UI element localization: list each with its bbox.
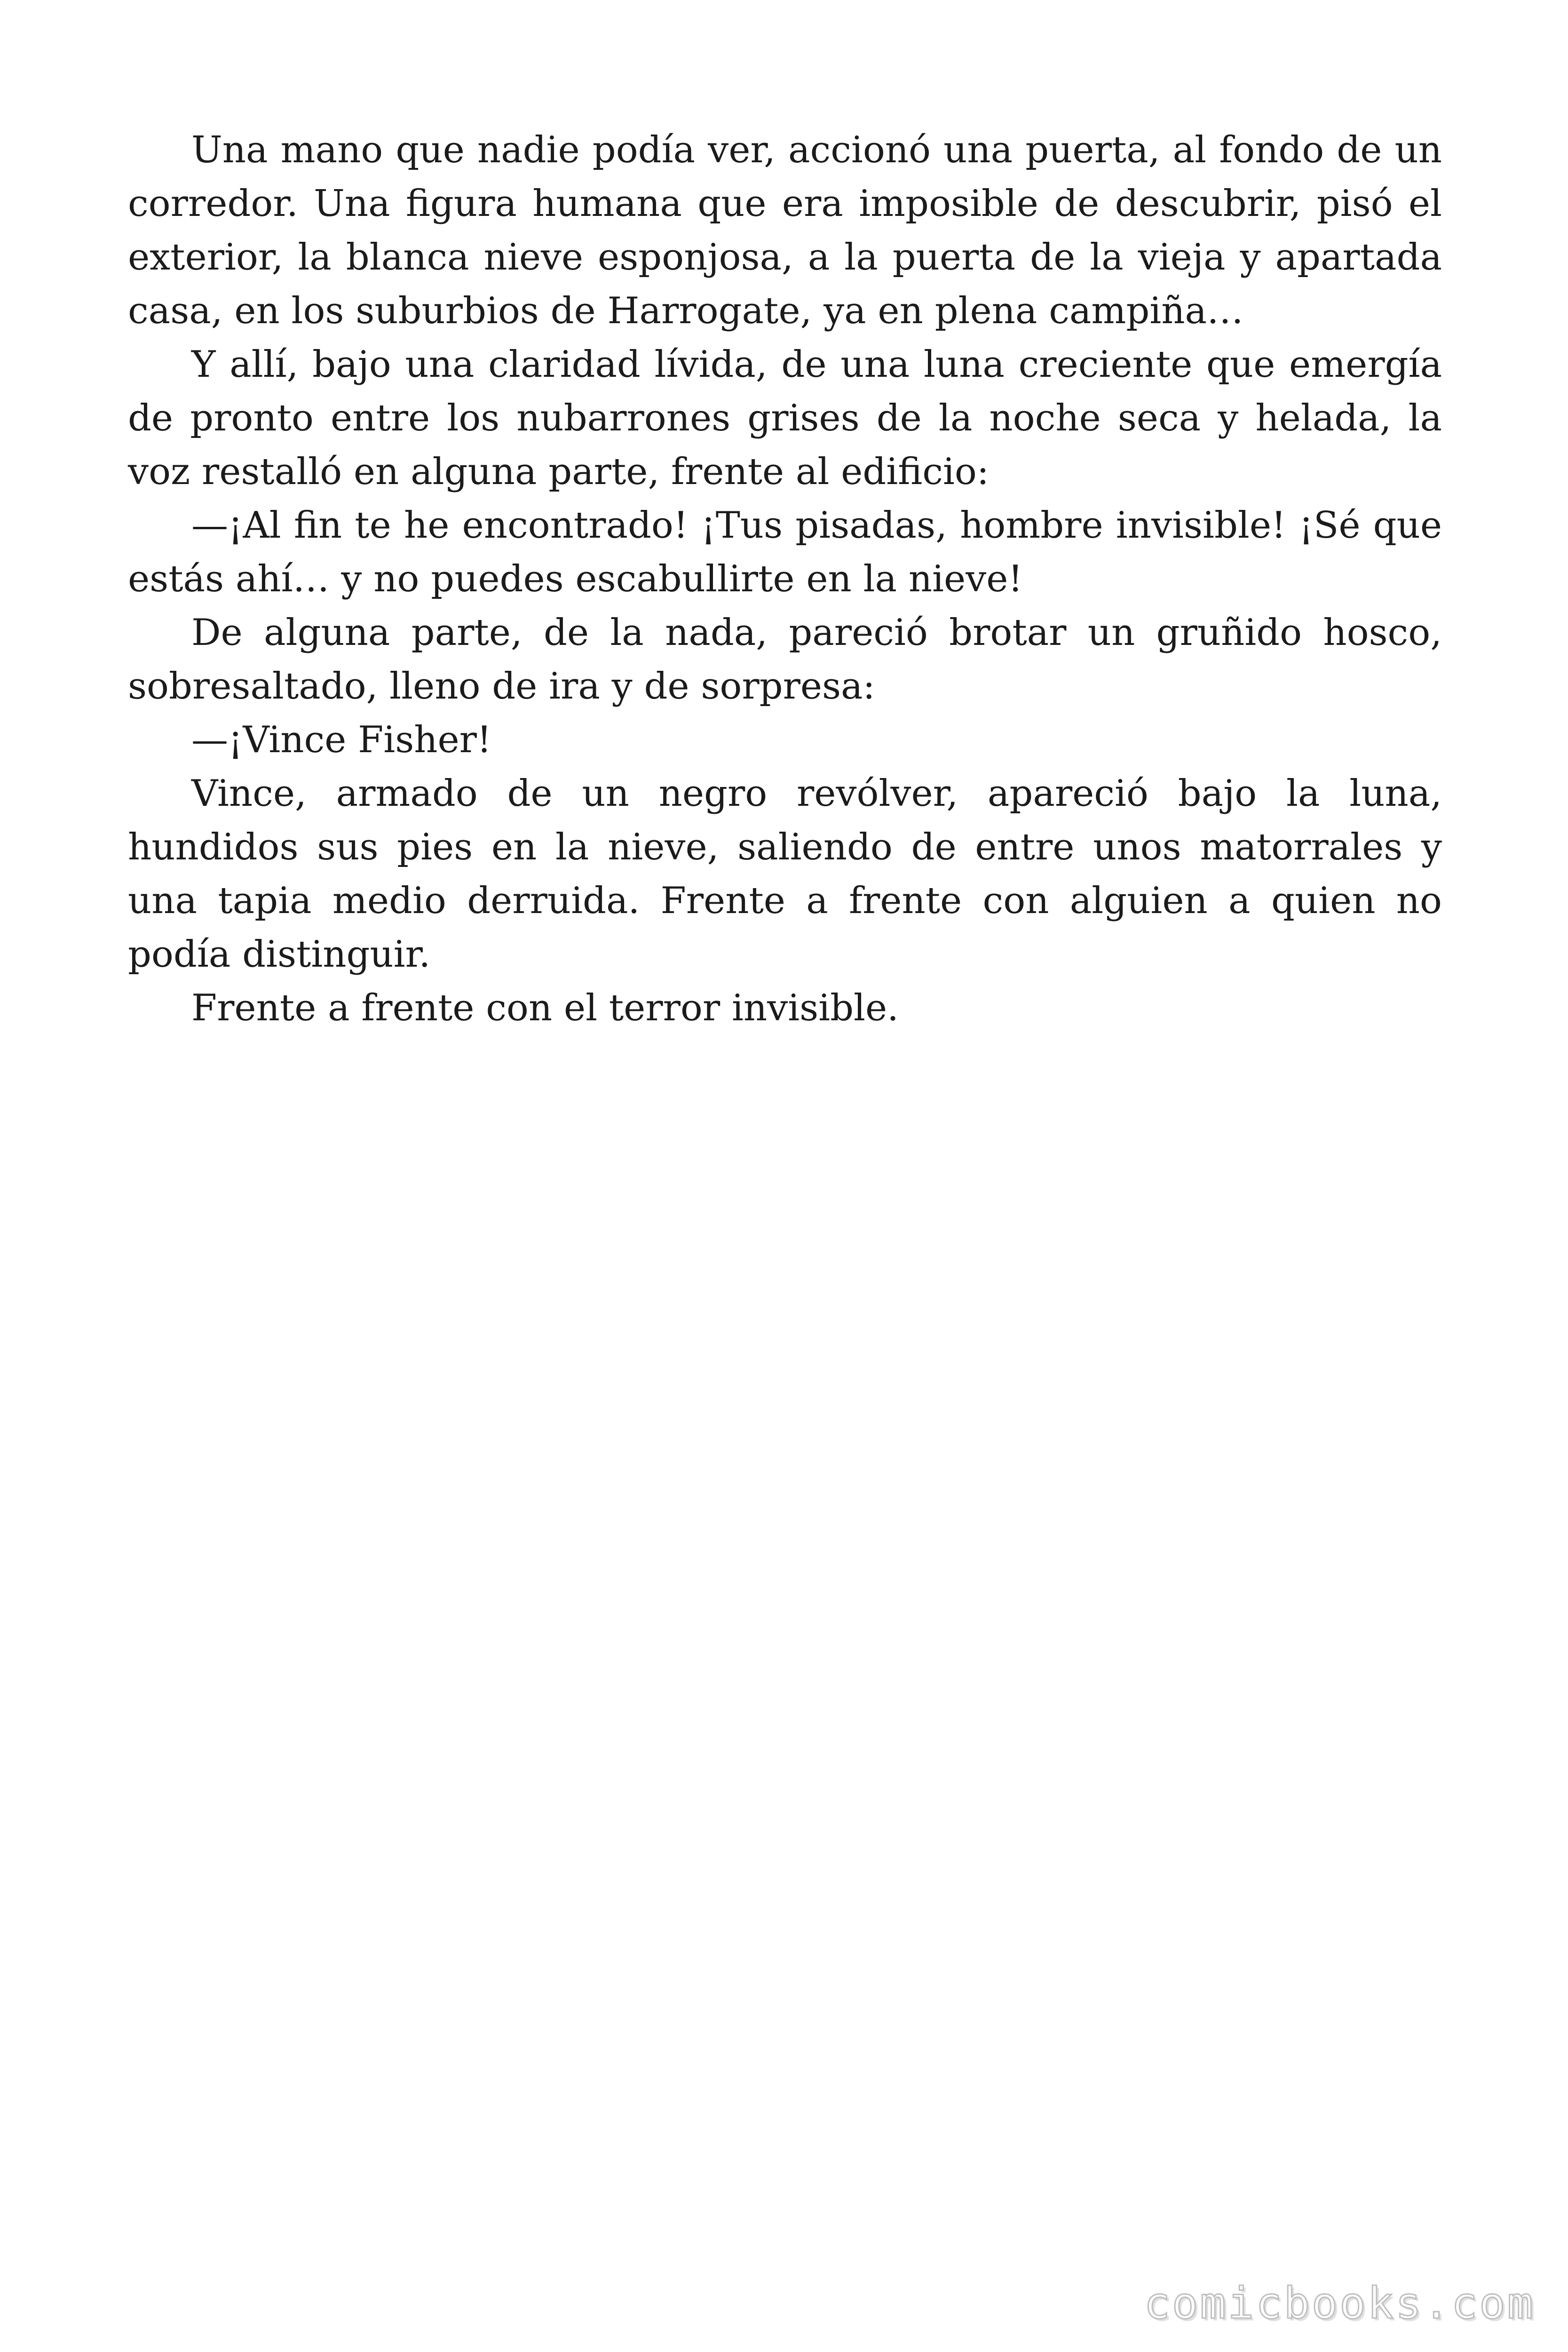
paragraph: —¡Vince Fisher! — [191, 719, 492, 761]
watermark: comicbooks.com — [1144, 2278, 1535, 2328]
paragraph: —¡Al fin te he encontrado! ¡Tus pisadas, hombre invisible! ¡Sé que estás ahí… y no puedes escabullirte en la nieve! — [128, 504, 1442, 600]
body-text — [128, 123, 1442, 1035]
paragraph: Y allí, bajo una claridad lívida, de una luna creciente que emergía de pronto entre los nubarrones grises de la noche seca y helada, la voz restalló en alguna parte, frente al edificio: — [128, 343, 1442, 493]
paragraph: Vince, armado de un negro revólver, apareció bajo la luna, hundidos sus pies en la nieve, saliendo de entre unos matorrales y una tapia medio derruida. Frente a frente con alguien a quien no podía distinguir. — [128, 772, 1442, 976]
paragraph: Frente a frente con el terror invisible. — [191, 987, 899, 1029]
paragraph: De alguna parte, de la nada, pareció brotar un gruñido hosco, sobresaltado, lleno de ira y de sorpresa: — [128, 612, 1442, 707]
paragraph: Una mano que nadie podía ver, accionó una puerta, al fondo de un corredor. Una figura humana que era imposible de descubrir, pisó el exterior, la blanca nieve esponjosa, a la puerta de la vieja y apartada casa, en los suburbios de Harrogate, ya en plena campiña… — [128, 129, 1442, 332]
